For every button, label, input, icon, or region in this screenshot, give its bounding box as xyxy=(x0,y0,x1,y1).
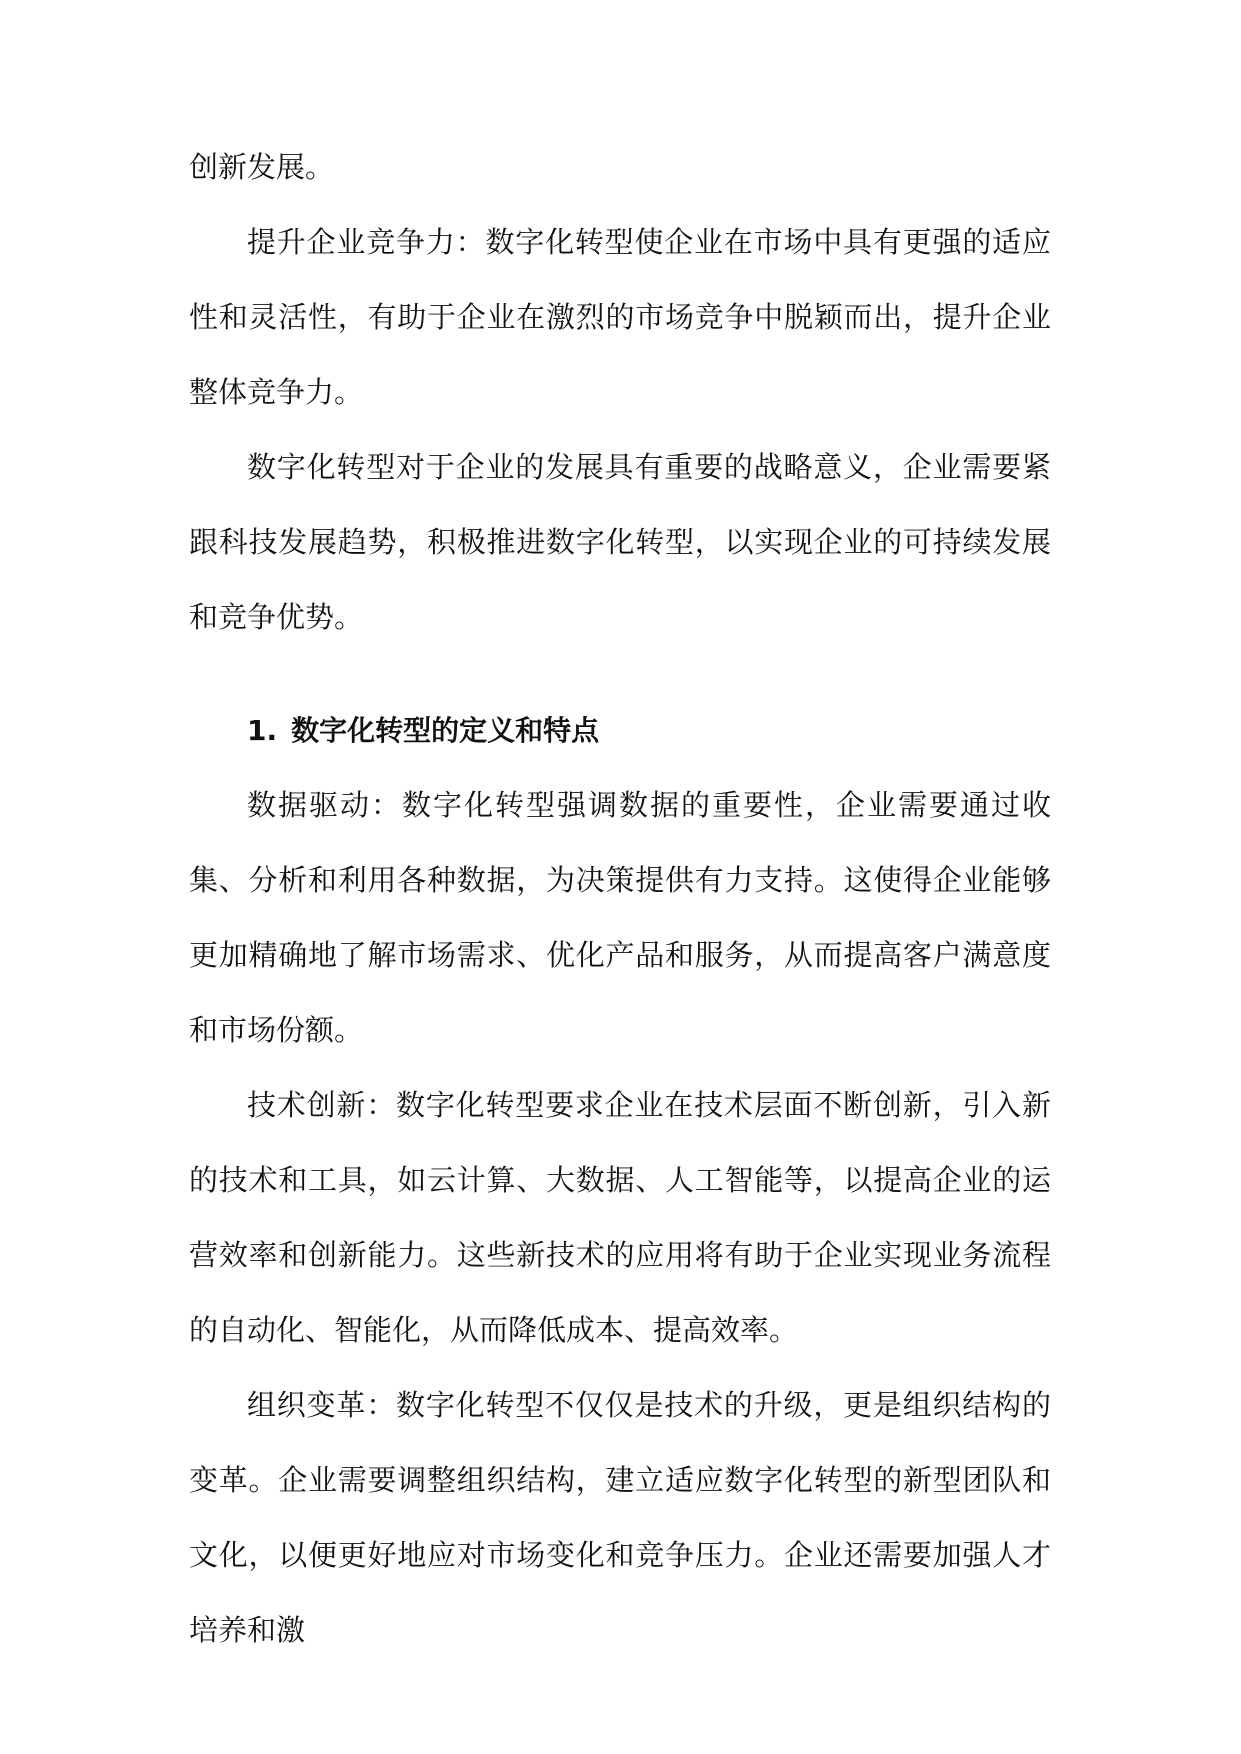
section-heading xyxy=(189,655,1051,768)
paragraph-org-change: 组织变革：数字化转型不仅仅是技术的升级，更是组织结构的变革。企业需要调整组织结构，建立适应数字化转型的新型团队和文化，以便更好地应对市场变化和竞争压力。企业还需要加强人才培养和激 xyxy=(189,1388,1051,1647)
document-body xyxy=(189,130,1051,1668)
paragraph-tech-innovation: 技术创新：数字化转型要求企业在技术层面不断创新，引入新的技术和工具，如云计算、大数据、人工智能等，以提高企业的运营效率和创新能力。这些新技术的应用将有助于企业实现业务流程的自动化、智能化，从而降低成本、提高效率。 xyxy=(189,1088,1051,1347)
paragraph-continuation: 创新发展。 xyxy=(189,150,335,184)
section-title: 数字化转型的定义和特点 xyxy=(291,714,600,747)
section-number: 1. xyxy=(247,714,278,747)
paragraph-competitiveness: 提升企业竞争力：数字化转型使企业在市场中具有更强的适应性和灵活性，有助于企业在激烈的市场竞争中脱颖而出，提升企业整体竞争力。 xyxy=(189,225,1051,409)
paragraph-data-driven: 数据驱动：数字化转型强调数据的重要性，企业需要通过收集、分析和利用各种数据，为决策提供有力支持。这使得企业能够更加精确地了解市场需求、优化产品和服务，从而提高客户满意度和市场份额。 xyxy=(189,788,1051,1047)
paragraph-strategic-significance: 数字化转型对于企业的发展具有重要的战略意义，企业需要紧跟科技发展趋势，积极推进数字化转型，以实现企业的可持续发展和竞争优势。 xyxy=(189,450,1051,634)
